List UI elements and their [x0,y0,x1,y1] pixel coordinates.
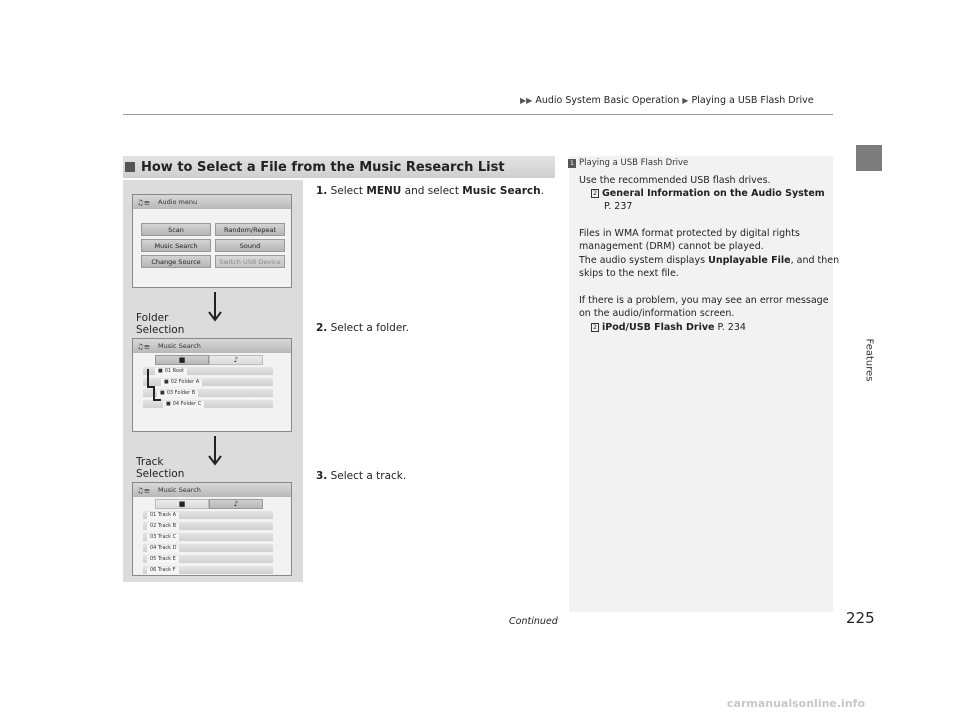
tree-connector [153,399,161,401]
audio-menu-screen [132,194,292,288]
step-2: 2. Select a folder. [316,322,409,334]
section-title: How to Select a File from the Music Research List [141,159,505,175]
list-item[interactable]: ■ 02 Folder A [143,378,273,386]
random-repeat-button[interactable]: Random/Repeat [215,223,285,236]
note-line: skips to the next file. [579,268,679,279]
list-item[interactable]: 06 Track F [143,566,273,574]
breadcrumb-item[interactable]: Audio System Basic Operation [535,95,680,106]
folder-icon: ■ [158,368,163,374]
screen-header [133,195,291,209]
screen-header [133,339,291,353]
down-arrow-icon [204,292,226,322]
sound-button[interactable]: Sound [215,239,285,252]
header-divider [123,114,833,115]
arrow-icon: ▶ [682,96,689,105]
cross-reference-icon: 2 [591,189,599,198]
breadcrumb [520,95,814,106]
list-item[interactable]: ■ 03 Folder B [143,389,273,397]
scan-button[interactable]: Scan [141,223,211,236]
note-title: 1 Playing a USB Flash Drive [569,158,689,168]
track-selection-caption: Track Selection [136,456,185,480]
list-item[interactable]: ■ 04 Folder C [143,400,273,408]
note-line: Use the recommended USB flash drives. [579,175,771,186]
search-tabs [155,355,263,365]
watermark: carmanualsonline.info [727,697,865,710]
cross-reference-icon: 2 [591,323,599,332]
step-3: 3. Select a track. [316,470,407,482]
side-note-box [569,156,833,612]
note-line: management (DRM) cannot be played. [579,241,764,252]
music-note-icon: ♫≡ [137,341,151,351]
double-arrow-icon: ▶▶ [520,96,533,105]
folder-search-screen [132,338,292,432]
square-bullet-icon [125,162,135,172]
switch-usb-device-button[interactable]: Switch USB Device [215,255,285,268]
note-line: on the audio/information screen. [579,308,735,319]
screen-title: Audio menu [158,198,198,206]
track-list [143,511,273,576]
down-arrow-icon [204,436,226,466]
breadcrumb-item[interactable]: Playing a USB Flash Drive [691,95,814,106]
music-search-button[interactable]: Music Search [141,239,211,252]
list-item[interactable]: 02 Track B [143,522,273,530]
screen-title: Music Search [158,486,201,494]
list-item[interactable]: 04 Track D [143,544,273,552]
section-heading [123,156,555,178]
note-xref[interactable]: 2 General Information on the Audio System [591,187,825,200]
list-item[interactable]: ■ 01 Root [143,367,273,375]
note-page-ref[interactable]: P. 237 [604,201,633,212]
note-line: Files in WMA format protected by digital rights [579,228,800,239]
note-xref[interactable]: 2 iPod/USB Flash Drive P. 234 [591,321,746,334]
track-search-screen [132,482,292,576]
folder-list [143,367,273,411]
note-line: If there is a problem, you may see an error message [579,295,829,306]
list-item[interactable]: 03 Track C [143,533,273,541]
note-marker-icon: 1 [569,159,575,167]
chapter-tab-marker [856,145,882,171]
list-item[interactable]: 05 Track E [143,555,273,563]
change-source-button[interactable]: Change Source [141,255,211,268]
page-number: 225 [846,609,875,627]
tab-track[interactable]: ♪ [209,499,263,509]
tree-connector [147,369,149,387]
step-1: 1. Select MENU and select Music Search. [316,185,544,197]
folder-icon: ■ [164,379,169,385]
tab-folder[interactable]: ■ [155,499,209,509]
audio-menu-grid [141,223,285,268]
folder-icon: ■ [160,390,165,396]
tab-track[interactable]: ♪ [209,355,263,365]
list-item[interactable]: 01 Track A [143,511,273,519]
continued-label: Continued [509,616,558,627]
music-note-icon: ♫≡ [137,197,151,207]
note-line: The audio system displays Unplayable File, and then [579,255,840,266]
screen-header [133,483,291,497]
tab-folder[interactable]: ■ [155,355,209,365]
music-note-icon: ♫≡ [137,485,151,495]
chapter-label: Features [863,338,875,382]
folder-icon: ■ [166,401,171,407]
search-tabs [155,499,263,509]
folder-selection-caption: Folder Selection [136,312,185,336]
screen-title: Music Search [158,342,201,350]
